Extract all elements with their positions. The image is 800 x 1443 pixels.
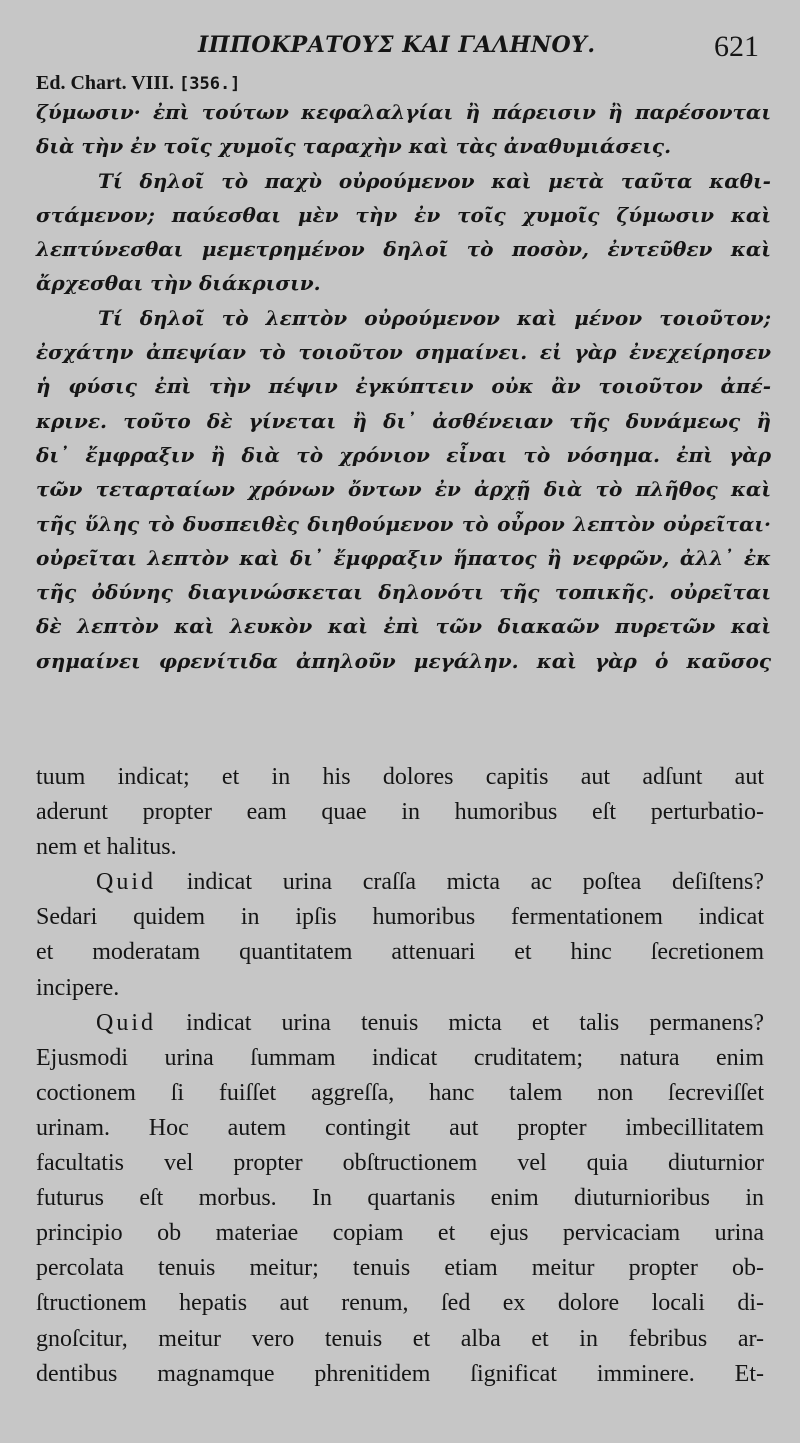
latin-line: principio ob materiae copiam et ejus pervicaciam urina: [36, 1220, 764, 1247]
latin-line: nem et halitus.: [36, 834, 177, 861]
edition-reference: [36, 72, 240, 95]
edition-page-bracket: [356.]: [179, 74, 241, 94]
latin-line: Ejusmodi urina ſummam indicat cruditatem; natura enim: [36, 1044, 764, 1071]
latin-text-block: [36, 760, 764, 1392]
greek-line: Τί δηλοῖ τὸ παχὺ οὐρούμενον καὶ μετὰ ταῦτα καθι-: [98, 168, 771, 193]
question-text: indicat urina craſſa micta ac poſtea deſiſtens?: [156, 869, 764, 896]
running-title: ΙΠΠΟΚΡΑΤΟΥΣ ΚΑΙ ΓΑΛΗΝΟΥ.: [198, 32, 596, 58]
greek-line: ἐσχάτην ἀπεψίαν τὸ τοιοῦτον σημαίνει. εἰ γὰρ ἐνεχείρησεν: [36, 340, 771, 365]
latin-question-line: [36, 865, 764, 900]
edition-label: Ed. Chart. VIII.: [36, 72, 174, 94]
latin-line: percolata tenuis meitur; tenuis etiam meitur propter ob-: [36, 1255, 764, 1282]
latin-line: ſtructionem hepatis aut renum, ſed ex dolore locali di-: [36, 1290, 764, 1317]
latin-line: incipere.: [36, 974, 120, 1001]
latin-line: futurus eſt morbus. In quartanis enim diuturnioribus in: [36, 1185, 764, 1212]
latin-line: facultatis vel propter obſtructionem vel quia diuturnior: [36, 1150, 764, 1177]
greek-text-block: [36, 95, 771, 678]
latin-question-line: [36, 1006, 764, 1041]
latin-line: tuum indicat; et in his dolores capitis aut adſunt aut: [36, 764, 764, 790]
question-lead: Quid: [96, 1009, 156, 1036]
running-head: [0, 30, 800, 70]
greek-line: ζύμωσιν· ἐπὶ τούτων κεφαλαλγίαι ἢ πάρεισιν ἢ παρέσονται: [36, 100, 771, 124]
latin-line: Sedari quidem in ipſis humoribus fermentationem indicat: [36, 904, 764, 931]
greek-line: στάμενον; παύεσθαι μὲν τὴν ἐν τοῖς χυμοῖς ζύμωσιν καὶ: [36, 202, 771, 227]
greek-line: τῶν τεταρταίων χρόνων ὄντων ἐν ἀρχῇ διὰ τὸ πλῆθος καὶ: [36, 477, 771, 502]
greek-line: ἡ φύσις ἐπὶ τὴν πέψιν ἐγκύπτειν οὐκ ἂν τοιοῦτον ἀπέ-: [36, 374, 771, 399]
greek-line: δι᾽ ἔμφραξιν ἢ διὰ τὸ χρόνιον εἶναι τὸ νόσημα. ἐπὶ γὰρ: [36, 442, 771, 467]
latin-line: gnoſcitur, meitur vero tenuis et alba et in febribus ar-: [36, 1325, 764, 1352]
greek-line: τῆς ὀδύνης διαγινώσκεται δηλονότι τῆς τοπικῆς. οὐρεῖται: [36, 580, 771, 605]
latin-line: urinam. Hoc autem contingit aut propter imbecillitatem: [36, 1114, 764, 1141]
question-text: indicat urina tenuis micta et talis permanens?: [156, 1009, 764, 1036]
latin-line: dentibus magnamque phrenitidem ſignificat imminere. Et-: [36, 1360, 764, 1387]
greek-line: κρινε. τοῦτο δὲ γίνεται ἢ δι᾽ ἀσθένειαν τῆς δυνάμεως ἢ: [36, 408, 771, 433]
greek-line: λεπτύνεσθαι μεμετρημένον δηλοῖ τὸ ποσὸν, ἐντεῦθεν καὶ: [36, 237, 771, 262]
page-number: 621: [714, 30, 759, 63]
greek-line: δὲ λεπτὸν καὶ λευκὸν καὶ ἐπὶ τῶν διακαῶν πυρετῶν καὶ: [36, 614, 771, 639]
latin-line: et moderatam quantitatem attenuari et hinc ſecretionem: [36, 939, 764, 966]
question-lead: Quid: [96, 869, 156, 896]
latin-line: coctionem ſi fuiſſet aggreſſa, hanc talem non ſecreviſſet: [36, 1079, 764, 1106]
greek-line: Τί δηλοῖ τὸ λεπτὸν οὐρούμενον καὶ μένον τοιοῦτον;: [98, 305, 771, 330]
greek-line: ἄρχεσθαι τὴν διάκρισιν.: [36, 271, 321, 296]
greek-line: διὰ τὴν ἐν τοῖς χυμοῖς ταραχὴν καὶ τὰς ἀναθυμιάσεις.: [36, 134, 672, 159]
latin-line: aderunt propter eam quae in humoribus eſt perturbatio-: [36, 799, 764, 826]
greek-line: τῆς ὕλης τὸ δυσπειθὲς διηθούμενον τὸ οὖρον λεπτὸν οὐρεῖται·: [36, 511, 771, 536]
greek-line: οὐρεῖται λεπτὸν καὶ δι᾽ ἔμφραξιν ἥπατος ἢ νεφρῶν, ἀλλ᾽ ἐκ: [36, 545, 771, 570]
greek-line: σημαίνει φρενίτιδα ἀπηλοῦν μεγάλην. καὶ γὰρ ὁ καῦσος: [36, 648, 771, 673]
